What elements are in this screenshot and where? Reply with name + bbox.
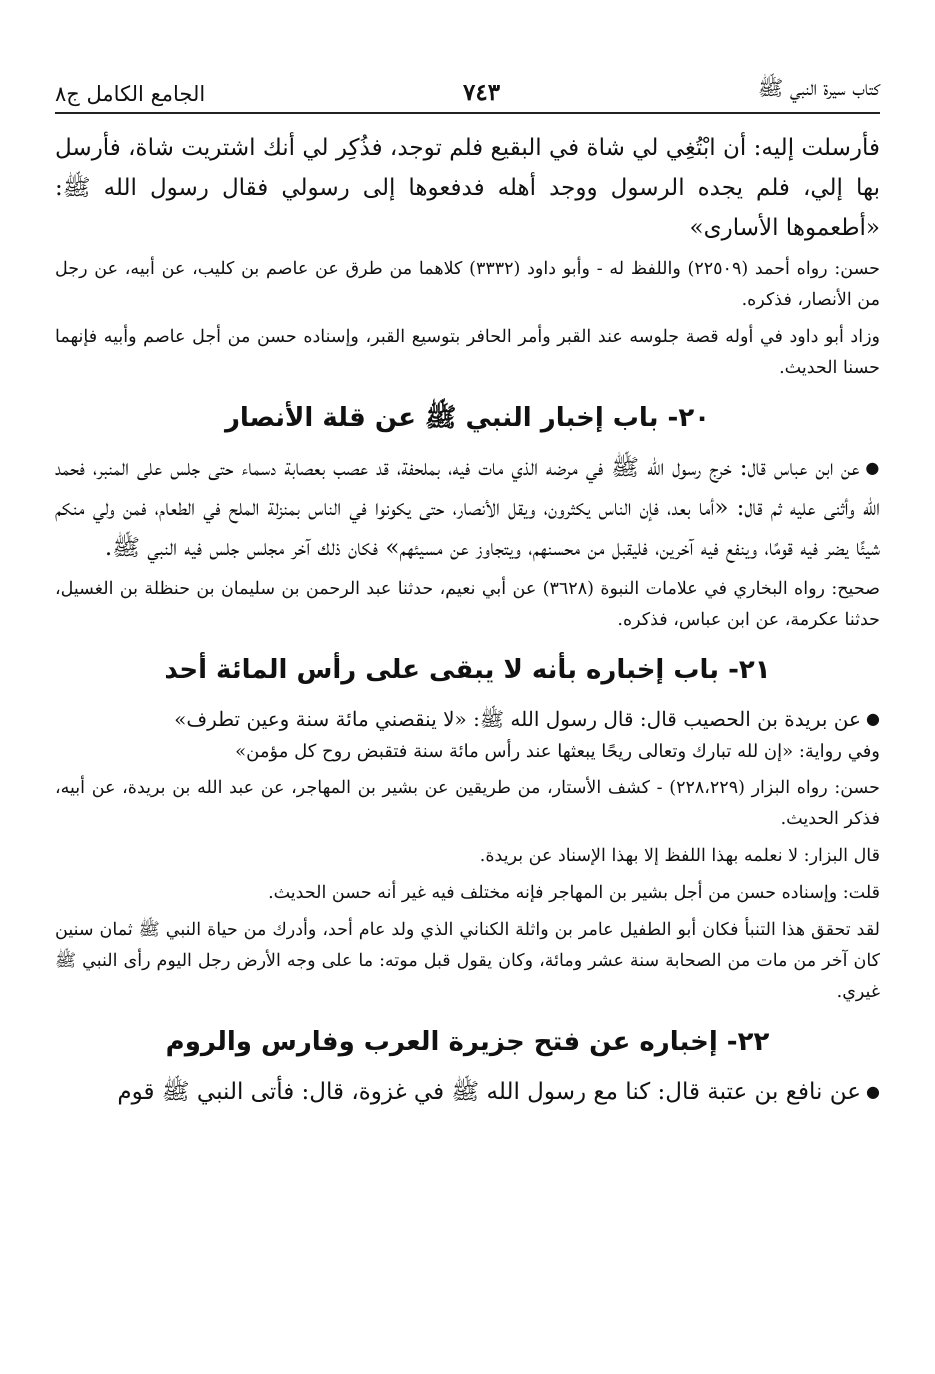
page-content — [55, 128, 880, 1112]
hadith-text: ● عن بريدة بن الحصيب قال: قال رسول الله ﷺ: «لا ينقصني مائة سنة وعين تطرف» — [55, 702, 880, 736]
hadith-variant: وفي رواية: «إن لله تبارك وتعالى ريحًا يبعثها عند رأس مائة سنة فتقبض روح كل مؤمن» — [235, 741, 880, 762]
hadith-grading: حسن: رواه أحمد (٢٢٥٠٩) واللفظ له - وأبو داود (٣٣٣٢) كلاهما من طرق عن عاصم بن كليب، عن أبيه، عن رجل من الأنصار، فذكره. — [55, 259, 880, 310]
hadith-text: ● عن ابن عباس قال: خرج رسول الله ﷺ في مرضه الذي مات فيه، بملحفة، قد عصب بعصابة دسماء حتى جلس على المنبر، فحمد الله وأثنى عليه ثم قال: «أما بعد، فإن الناس يكثرون، ويقل الأنصار، حتى يكونوا في الناس بمنزلة الملح في الطعام، فمن ولي منكم شيئًا يضر فيه قومًا، وينفع فيه آخرين، فليقبل من محسنهم، ويتجاوز عن مسيئهم» فكان ذلك آخر مجلس جلس فيه النبي ﷺ. — [55, 448, 880, 568]
hadith-grading: حسن: رواه البزار (٢٢٨،٢٢٩) - كشف الأستار، من طريقين عن بشير بن المهاجر، عن عبد الله بن بريدة، عن أبيه، فذكر الحديث. — [55, 778, 880, 829]
volume-label: الجامع الكامل ج٨ — [55, 82, 206, 106]
page-number: ٧٤٣ — [463, 79, 501, 106]
commentary: لقد تحقق هذا التنبأ فكان أبو الطفيل عامر بن واثلة الكناني الذي ولد عام أحد، وأدرك من حياة النبي ﷺ ثمان سنين كان آخر من مات من الصحابة سنة عشر ومائة، وكان يقول قبل موته: ما على وجه الأرض رجل اليوم رأى النبي ﷺ غيري. — [55, 920, 880, 1002]
chapter-heading-20: ٢٠- باب إخبار النبي ﷺ عن قلة الأنصار — [224, 403, 711, 433]
chapter-heading-22: ٢٢- إخباره عن فتح جزيرة العرب وفارس والروم — [165, 1027, 770, 1057]
hadith-text: ● عن نافع بن عتبة قال: كنا مع رسول الله ﷺ في غزوة، قال: فأتى النبي ﷺ قوم — [55, 1072, 880, 1112]
hadith-grading: صحيح: رواه البخاري في علامات النبوة (٣٦٢٨) عن أبي نعيم، حدثنا عبد الرحمن بن سليمان بن حنظلة بن الغسيل، حدثنا عكرمة، عن ابن عباس، فذكره. — [55, 579, 880, 630]
book-title: كتاب سيرة النبي ﷺ — [757, 76, 880, 100]
hadith-note: قال البزار: لا نعلمه بهذا اللفظ إلا بهذا الإسناد عن بريدة. — [479, 846, 880, 866]
hadith-note: وزاد أبو داود في أوله قصة جلوسه عند القبر وأمر الحافر بتوسيع القبر، وإسناده حسن من أجل عاصم وأبيه فإنهما حسنا الحديث. — [55, 327, 880, 378]
hadith-note: قلت: وإسناده حسن من أجل بشير بن المهاجر فإنه مختلف فيه غير أنه حسن الحديث. — [268, 883, 880, 903]
page-header — [55, 58, 880, 114]
hadith-text: فأرسلت إليه: أن ابْتُغِي لي شاة في البقيع فلم توجد، فذُكِر لي أنك اشتريت شاة، فأرسل بها إلي، فلم يجده الرسول ووجد أهله فدفعوها إلى رسولي فقال رسول الله ﷺ: «أطعموها الأسارى» — [55, 135, 880, 241]
chapter-heading-21: ٢١- باب إخباره بأنه لا يبقى على رأس المائة أحد — [164, 655, 771, 685]
